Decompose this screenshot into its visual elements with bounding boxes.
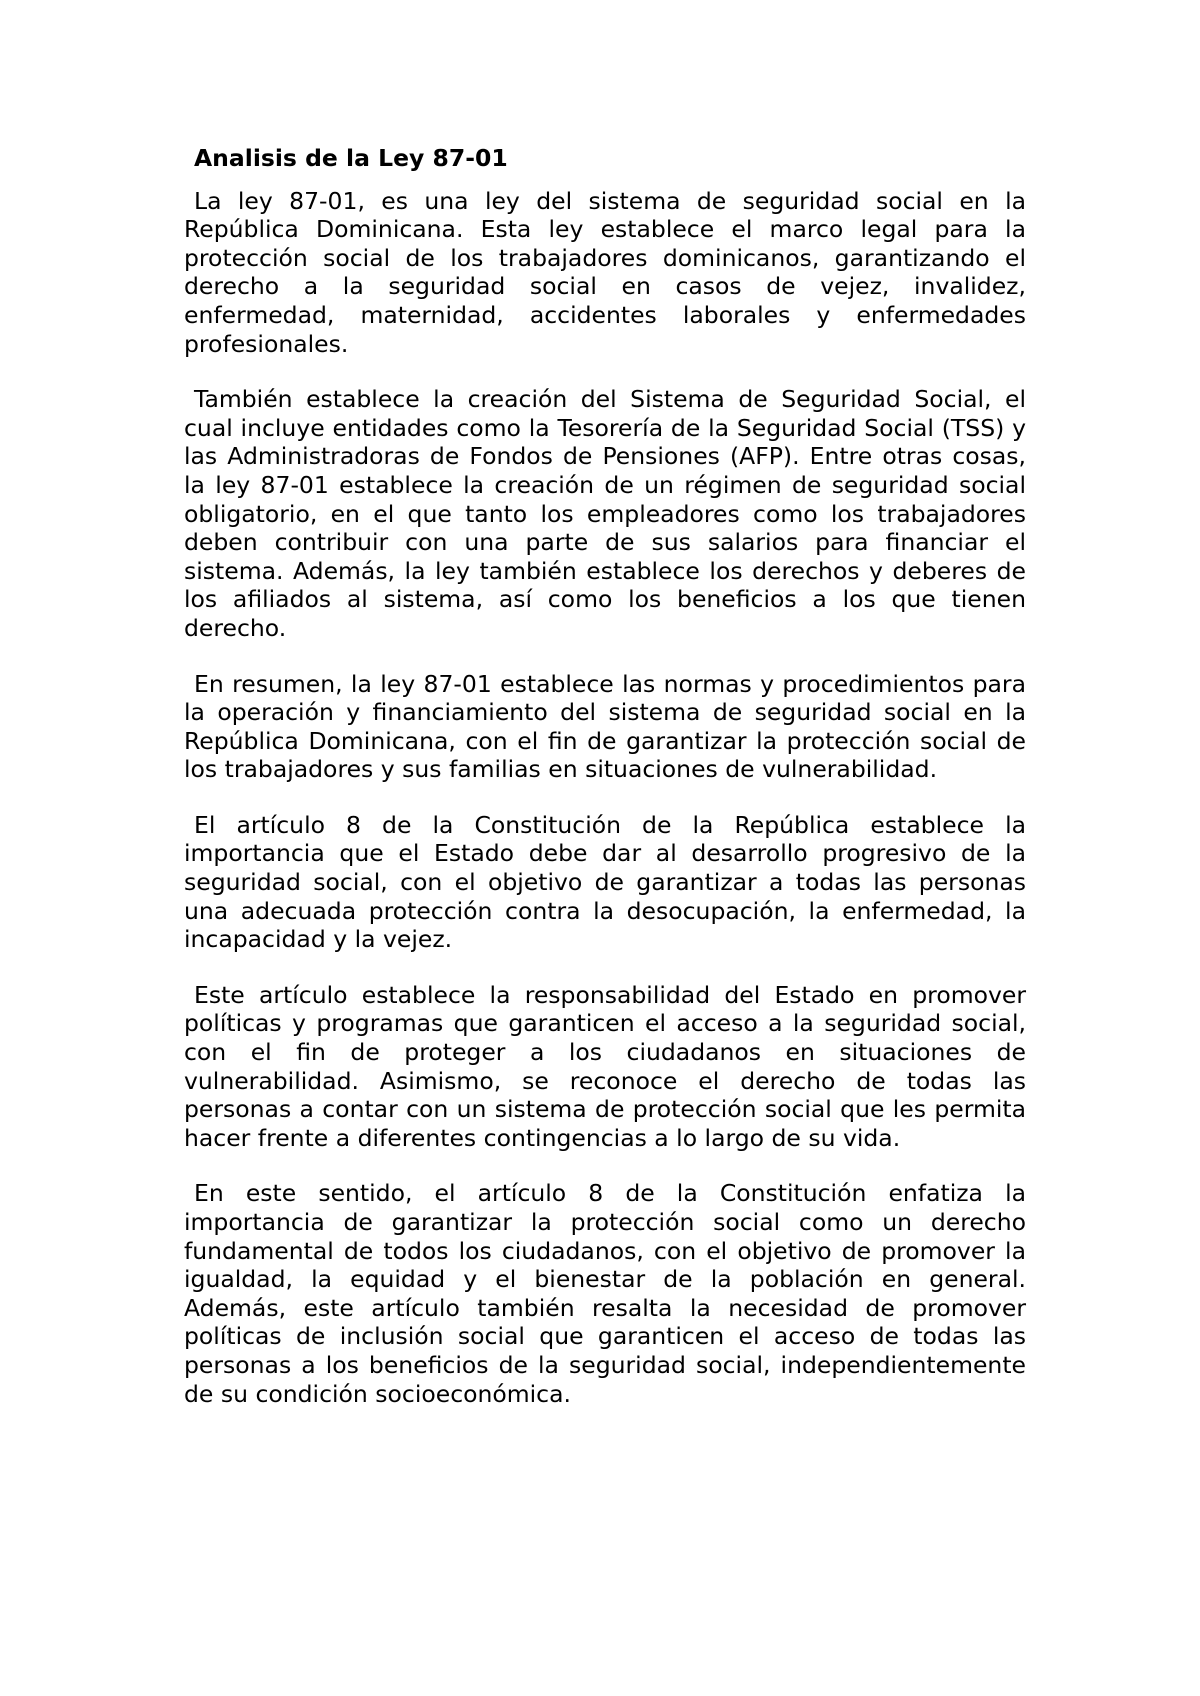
document-title: Analisis de la Ley 87-01: [194, 144, 508, 172]
document-body: [184, 144, 1026, 1408]
paragraph-6: En este sentido, el artículo 8 de la Constitución enfatiza la importancia de garantizar la protección social como un derecho fundamental de todos los ciudadanos, con el objetivo de promover la igualdad, la equidad y el bienestar de la población en general. Además, este artículo también resalta la necesidad de promover políticas de inclusión social que garanticen el acceso de todas las personas a los beneficios de la seguridad social, independientemente de su condición socioeconómica.: [184, 1179, 1026, 1408]
paragraph-5: Este artículo establece la responsabilidad del Estado en promover políticas y programas que garanticen el acceso a la seguridad social, con el fin de proteger a los ciudadanos en situaciones de vulnerabilidad. Asimismo, se reconoce el derecho de todas las personas a contar con un sistema de protección social que les permita hacer frente a diferentes contingencias a lo largo de su vida.: [184, 980, 1026, 1152]
paragraph-1: La ley 87-01, es una ley del sistema de seguridad social en la República Dominicana. Esta ley establece el marco legal para la protección social de los trabajadores dominicanos, garantizando el derecho a la seguridad social en casos de vejez, invalidez, enfermedad, maternidad, accidentes laborales y enfermedades profesionales.: [184, 186, 1026, 358]
paragraph-4: El artículo 8 de la Constitución de la República establece la importancia que el Estado debe dar al desarrollo progresivo de la seguridad social, con el objetivo de garantizar a todas las personas una adecuada protección contra la desocupación, la enfermedad, la incapacidad y la vejez.: [184, 810, 1026, 954]
paragraph-3: En resumen, la ley 87-01 establece las normas y procedimientos para la operación y financiamiento del sistema de seguridad social en la República Dominicana, con el fin de garantizar la protección social de los trabajadores y sus familias en situaciones de vulnerabilidad.: [184, 669, 1026, 784]
paragraph-2: También establece la creación del Sistema de Seguridad Social, el cual incluye entidades como la Tesorería de la Seguridad Social (TSS) y las Administradoras de Fondos de Pensiones (AFP). Entre otras cosas, la ley 87-01 establece la creación de un régimen de seguridad social obligatorio, en el que tanto los empleadores como los trabajadores deben contribuir con una parte de sus salarios para financiar el sistema. Además, la ley también establece los derechos y deberes de los afiliados al sistema, así como los beneficios a los que tienen derecho.: [184, 385, 1026, 642]
